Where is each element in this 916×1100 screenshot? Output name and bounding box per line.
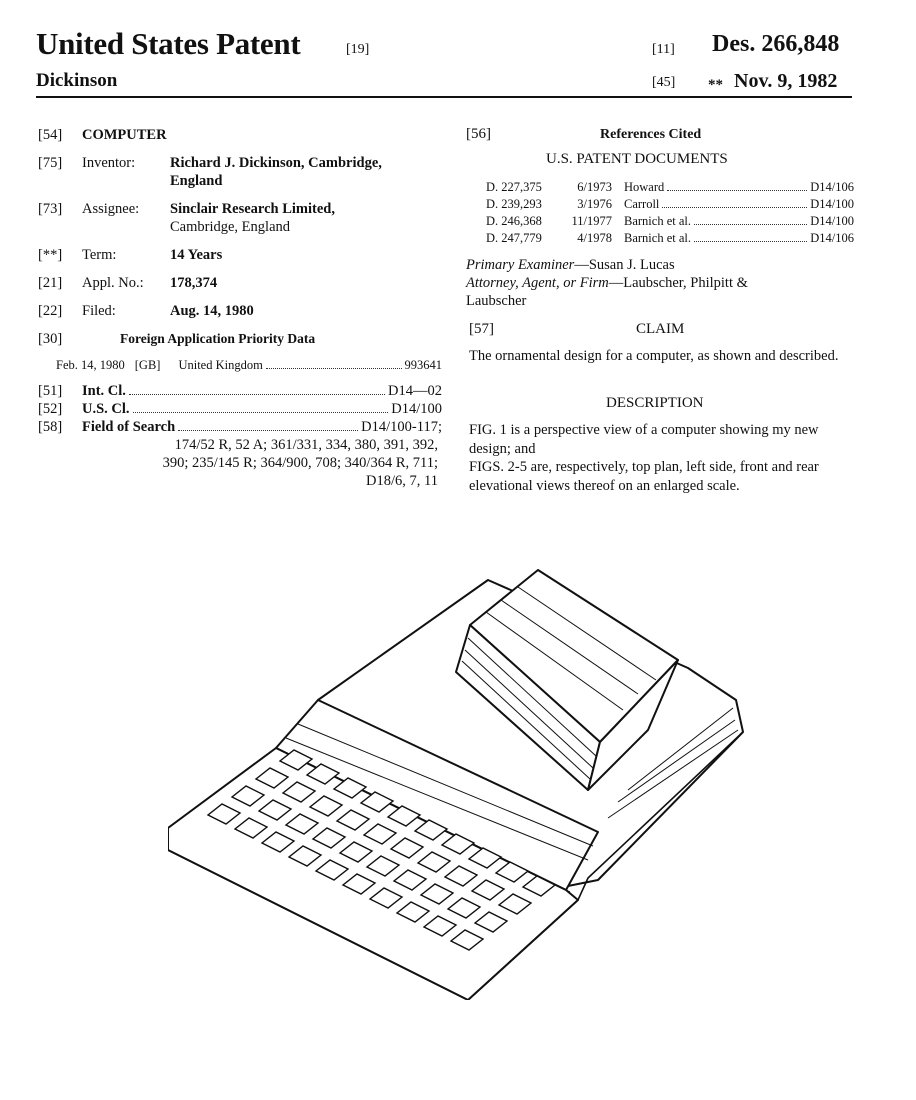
term-label: Term:	[82, 247, 117, 263]
description-fig1: FIG. 1 is a perspective view of a computer showing my new design; and	[469, 422, 819, 457]
priority-country: United Kingdom	[178, 358, 263, 372]
ref-name: Carroll	[624, 197, 660, 211]
ref-number: D. 227,375	[486, 180, 542, 194]
ref-date: 6/1973	[577, 180, 612, 194]
table-row	[486, 230, 854, 247]
filed-date: Aug. 14, 1980	[170, 303, 254, 319]
header-rule	[36, 96, 852, 98]
uscl-code: [52]	[38, 401, 63, 417]
inventor-code: [75]	[38, 155, 63, 171]
assignee-code: [73]	[38, 201, 63, 217]
priority-country-code: [GB]	[134, 358, 161, 372]
attorney-label: Attorney, Agent, or Firm	[466, 275, 609, 291]
patent-number: Des. 266,848	[712, 31, 840, 57]
ref-number: D. 247,779	[486, 231, 542, 245]
ref-class: D14/106	[810, 231, 854, 245]
ref-name: Barnich et al.	[624, 214, 691, 228]
examiner-label: Primary Examiner	[466, 257, 575, 273]
ref-class: D14/100	[810, 197, 854, 211]
filed-code: [22]	[38, 303, 63, 319]
appl-number: 178,374	[170, 275, 218, 291]
priority-code: [30]	[38, 331, 63, 347]
search-line-3: 390; 235/145 R; 364/900, 708; 340/364 R, 711;	[162, 455, 438, 471]
examiner-name: —Susan J. Lucas	[574, 257, 675, 273]
ref-class: D14/106	[810, 180, 854, 194]
refs-heading: References Cited	[600, 127, 702, 142]
appl-label: Appl. No.:	[82, 275, 144, 291]
description-heading: DESCRIPTION	[606, 395, 704, 411]
uscl-label: U.S. Cl.	[82, 401, 130, 417]
date-code: [45]	[652, 75, 676, 90]
appl-code: [21]	[38, 275, 63, 291]
invention-title: COMPUTER	[82, 127, 167, 143]
attorney-line	[466, 275, 748, 292]
table-row	[486, 179, 854, 196]
intcl-label: Int. Cl.	[82, 383, 126, 399]
search-code: [58]	[38, 419, 63, 435]
term-code: [**]	[38, 247, 63, 263]
uscl-value: D14/100	[391, 401, 442, 417]
date-prefix: **	[708, 77, 723, 93]
assignee-label: Assignee:	[82, 201, 140, 217]
patent-title: United States Patent	[36, 26, 301, 61]
references-table	[486, 179, 854, 247]
table-row	[486, 213, 854, 230]
ref-class: D14/100	[810, 214, 854, 228]
filed-label: Filed:	[82, 303, 116, 319]
patent-date: Nov. 9, 1982	[734, 70, 838, 92]
search-line-4: D18/6, 7, 11	[366, 473, 438, 489]
claim-code: [57]	[469, 321, 494, 337]
title-code: [19]	[346, 42, 370, 57]
ref-name: Barnich et al.	[624, 231, 691, 245]
intcl-code: [51]	[38, 383, 63, 399]
ref-date: 4/1978	[577, 231, 612, 245]
ref-date: 11/1977	[571, 214, 612, 228]
us-docs-heading: U.S. PATENT DOCUMENTS	[546, 151, 728, 167]
search-line-2: 174/52 R, 52 A; 361/331, 334, 380, 391, 392,	[174, 437, 438, 453]
priority-number: 993641	[404, 358, 442, 372]
search-label: Field of Search	[82, 419, 176, 435]
intcl-value: D14—02	[388, 383, 442, 399]
patent-number-code: [11]	[652, 42, 675, 57]
ref-number: D. 239,293	[486, 197, 542, 211]
inventor-label: Inventor:	[82, 155, 136, 171]
priority-heading: Foreign Application Priority Data	[120, 331, 316, 346]
inventor-location: England	[170, 173, 223, 189]
table-row	[486, 196, 854, 213]
left-column	[38, 126, 442, 490]
inventor-surname: Dickinson	[36, 70, 118, 91]
computer-perspective-drawing-icon	[168, 560, 758, 1000]
examiner-line	[466, 257, 675, 274]
term-value: 14 Years	[170, 247, 223, 263]
claim-text: The ornamental design for a computer, as shown and described.	[469, 348, 839, 364]
description-figs: FIGS. 2-5 are, respectively, top plan, left side, front and rear elevational views thereof on an enlarged scale.	[469, 459, 819, 494]
title-code-54: [54]	[38, 127, 63, 143]
attorney-firm: —Laubscher, Philpitt &	[608, 275, 748, 291]
priority-date: Feb. 14, 1980	[56, 358, 125, 372]
ref-name: Howard	[624, 180, 665, 194]
priority-row	[38, 356, 442, 382]
ref-number: D. 246,368	[486, 214, 542, 228]
inventor-name: Richard J. Dickinson, Cambridge,	[170, 155, 382, 171]
claim-heading: CLAIM	[636, 321, 685, 337]
assignee-location: Cambridge, England	[170, 219, 291, 235]
refs-code: [56]	[466, 126, 491, 142]
assignee-name: Sinclair Research Limited,	[170, 201, 335, 217]
attorney-line-2: Laubscher	[466, 293, 527, 309]
ref-date: 3/1976	[577, 197, 612, 211]
search-line-1: D14/100-117;	[361, 419, 442, 435]
